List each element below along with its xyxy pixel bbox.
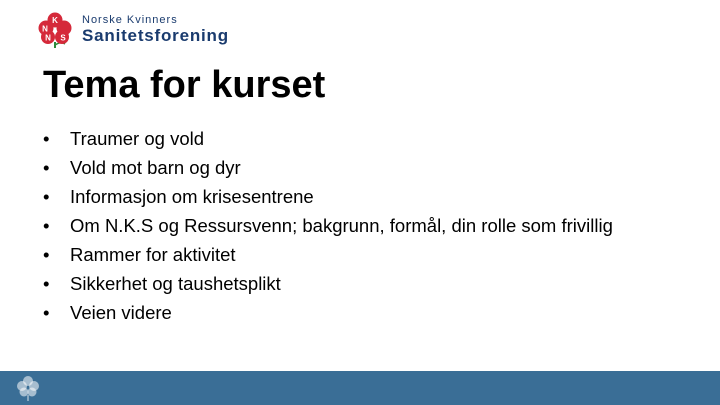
list-item-text: Traumer og vold (70, 128, 205, 149)
nks-flower-emblem-icon (34, 12, 76, 48)
list-item-text: Vold mot barn og dyr (70, 157, 241, 178)
bullet-marker: • (43, 186, 50, 207)
page-title: Tema for kurset (43, 64, 326, 106)
bullet-marker: • (43, 302, 50, 323)
emblem-letter: N (42, 24, 48, 34)
list-item-text: Informasjon om krisesentrene (70, 186, 314, 207)
nks-flower-watermark-icon (14, 375, 42, 401)
list-item-text: Sikkerhet og taushetsplikt (70, 273, 281, 294)
bullet-marker: • (43, 244, 50, 265)
bullet-marker: • (43, 128, 50, 149)
logo-org-line2: Sanitetsforening (82, 26, 229, 45)
emblem-letter: K (52, 16, 58, 25)
list-item-text: Rammer for aktivitet (70, 244, 236, 265)
logo-org-line1: Norske Kvinners (82, 14, 178, 26)
bullet-marker: • (43, 215, 50, 236)
list-item-text: Om N.K.S og Ressursvenn; bakgrunn, formål, din rolle som frivillig (70, 215, 613, 236)
emblem-letter: S (60, 33, 66, 43)
bullet-marker: • (43, 157, 50, 178)
list-item-text: Veien videre (70, 302, 172, 323)
emblem-letter: N (45, 33, 51, 43)
bullet-marker: • (43, 273, 50, 294)
footer-bar (0, 371, 720, 405)
nks-logo (34, 12, 254, 48)
